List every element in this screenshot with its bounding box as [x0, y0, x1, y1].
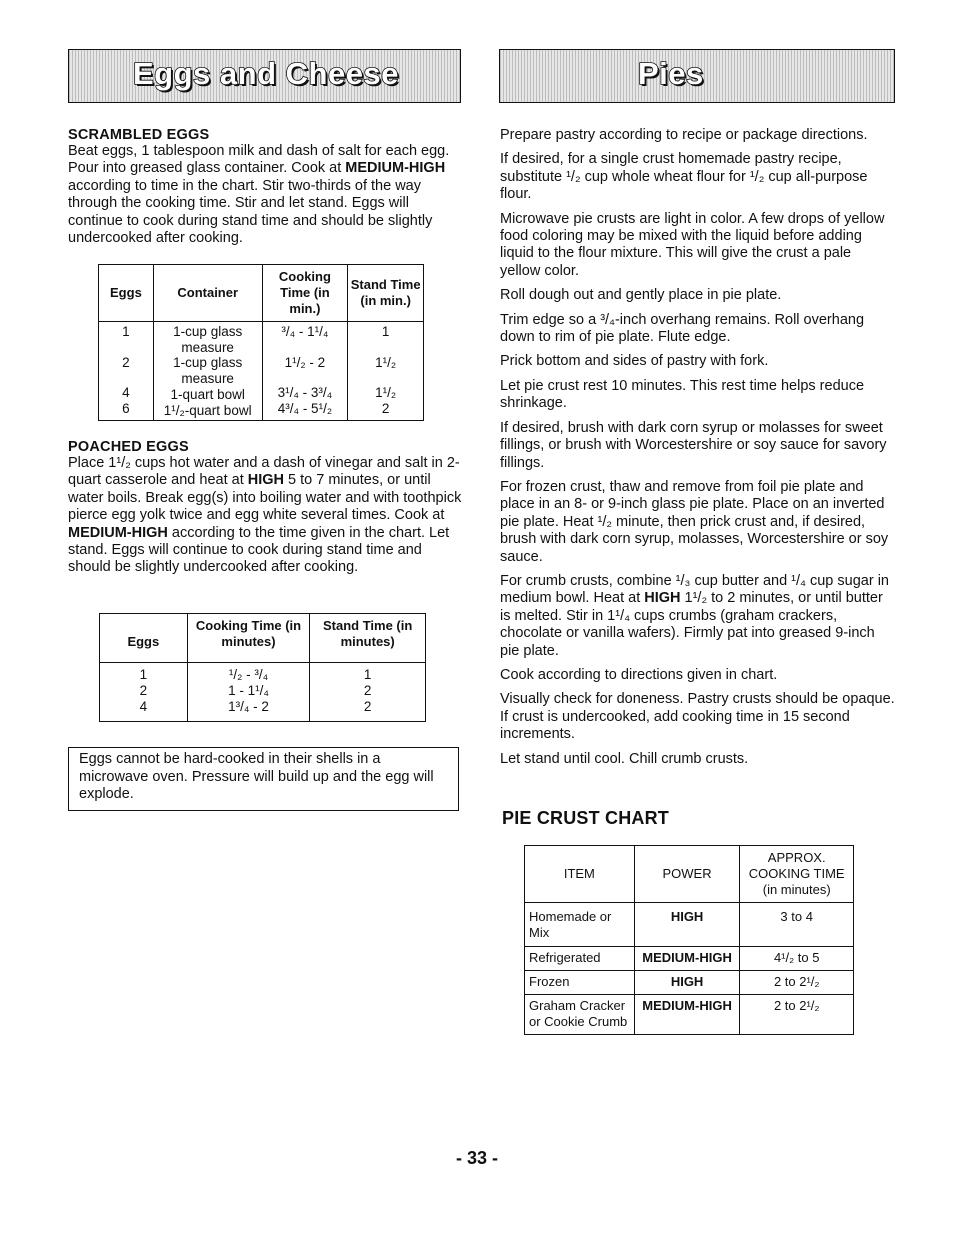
cell: 1 2 2	[310, 663, 426, 722]
pie-crust-table	[524, 845, 854, 1035]
cell: 3 to 4	[740, 903, 854, 947]
cell: ³/₄ - 1¹/₄	[281, 324, 329, 339]
pie-crust-chart-heading: PIE CRUST CHART	[502, 808, 670, 828]
paragraph: Trim edge so a ³/₄-inch overhang remains. Roll overhang down to rim of pie plate. Flute edge.	[500, 311, 865, 346]
column-header: Cooking Time (in min.)	[262, 265, 348, 322]
paragraph: Visually check for doneness. Pastry crusts should be opaque. If crust is undercooked, add cooking time in 15 second increments.	[500, 691, 895, 743]
poached-eggs-section	[68, 439, 462, 577]
paragraph: Let pie crust rest 10 minutes. This rest time helps reduce shrinkage.	[500, 377, 865, 412]
cell: 1¹/₂	[375, 385, 397, 401]
paragraph: Let stand until cool. Chill crumb crusts.	[500, 750, 749, 767]
table-header-row	[99, 265, 424, 322]
cell: 2	[122, 354, 130, 370]
poached-eggs-text: Place 1¹/₂ cups hot water and a dash of vinegar and salt in 2-quart casserole and heat at HIGH 5 to 7 minutes, or until water boils. Break egg(s) into boiling water and with toothpick pierce egg yolk twice and egg white several times. Cook at MEDIUM-HIGH according to the time given in the chart. Let stand. Eggs will continue to cook during stand time and should be slightly undercooked after cooking.	[68, 455, 462, 576]
paragraph: Roll dough out and gently place in pie plate.	[500, 287, 782, 304]
cell: HIGH	[634, 971, 740, 995]
scrambled-eggs-table	[98, 264, 424, 421]
section-title: Pies	[638, 56, 704, 91]
column-header: ITEM	[525, 846, 635, 903]
warning-note: Eggs cannot be hard-cooked in their shells in a microwave oven. Pressure will build up and the egg will explode.	[68, 747, 459, 811]
cell: 1¹/₂	[375, 354, 397, 370]
table-row	[525, 947, 854, 971]
paragraph: If desired, brush with dark corn syrup or molasses for sweet fillings, or brush with Worcestershire or soy sauce for savory fillings.	[500, 419, 887, 471]
column-header: POWER	[634, 846, 740, 903]
cell: 1¹/₂-quart bowl	[163, 402, 252, 418]
scrambled-eggs-section	[68, 127, 462, 247]
paragraph: For crumb crusts, combine ¹/₃ cup butter and ¹/₄ cup sugar in medium bowl. Heat at HIGH 1¹/₂ to 2 minutes, or until butter is melted. Stir in 1¹/₄ cups crumbs (graham crackers, chocolate or vanilla wafers). Firmly pat into greased 9-inch pie plate.	[500, 572, 889, 659]
paragraph: For frozen crust, thaw and remove from foil pie plate and place in an 8- or 9-inch glass pie plate. Place on an inverted pie plate. Heat ¹/₂ minute, then prick crust and, if desired, brush with dark corn syrup, molasses, Worcestershire or soy sauce.	[500, 478, 889, 565]
cell: Frozen	[525, 971, 635, 995]
column-header: Cooking Time (in minutes)	[187, 614, 310, 663]
cell: 1¹/₂ - 2	[284, 354, 326, 370]
scrambled-eggs-heading: SCRAMBLED EGGS	[68, 127, 210, 143]
section-title: Eggs and Cheese	[133, 56, 399, 91]
poached-eggs-heading: POACHED EGGS	[68, 439, 189, 455]
cell: 1-cup glass measure	[173, 324, 243, 355]
cell: 4¹/₂ to 5	[740, 947, 854, 971]
table-row	[99, 322, 424, 421]
column-header: Stand Time (in minutes)	[310, 614, 426, 663]
column-header: Eggs	[100, 614, 188, 663]
cell: 2 to 2¹/₂	[740, 971, 854, 995]
cell: 2	[381, 401, 390, 417]
section-banner-eggs-cheese	[68, 49, 461, 103]
paragraph: Microwave pie crusts are light in color. A few drops of yellow food coloring may be mixed with the liquid before adding liquid to the flour mixture. This will give the crust a pale yellow color.	[500, 210, 885, 279]
cell: 2 to 2¹/₂	[740, 995, 854, 1035]
paragraph: Prick bottom and sides of pastry with fork.	[500, 353, 769, 370]
pies-section	[500, 127, 895, 775]
cell: MEDIUM-HIGH	[634, 995, 740, 1035]
cell: 4	[122, 385, 130, 401]
cell: Homemade or Mix	[525, 903, 635, 947]
table-header-row	[525, 846, 854, 903]
cell: ¹/₂ - ³/₄ 1 - 1¹/₄ 1³/₄ - 2	[187, 663, 310, 722]
paragraph: If desired, for a single crust homemade pastry recipe, substitute ¹/₂ cup whole wheat flour for ¹/₂ cup all-purpose flour.	[500, 151, 868, 203]
page-number: - 33 -	[455, 1148, 498, 1168]
cell: 1-cup glass measure	[173, 355, 243, 387]
column-header: Eggs	[99, 265, 154, 322]
column-header: Container	[153, 265, 262, 322]
column-header: APPROX. COOKING TIME (in minutes)	[740, 846, 854, 903]
cell: 1-quart bowl	[170, 386, 245, 402]
cell: 4³/₄ - 5¹/₂	[277, 401, 333, 417]
scrambled-eggs-text: Beat eggs, 1 tablespoon milk and dash of salt for each egg. Pour into greased glass container. Cook at MEDIUM-HIGH according to time in the chart. Stir two-thirds of the way through the cooking time. Stir and let stand. Eggs will continue to cook during stand time and should be slightly undercooked after cooking.	[68, 143, 450, 247]
paragraph: Prepare pastry according to recipe or package directions.	[500, 127, 868, 143]
table-row	[525, 971, 854, 995]
section-banner-pies	[499, 49, 895, 103]
cell: Graham Cracker or Cookie Crumb	[525, 995, 635, 1035]
table-header-row	[100, 614, 426, 663]
cell: 3¹/₄ - 3³/₄	[277, 385, 333, 401]
table-row	[525, 995, 854, 1035]
cell: 1	[122, 324, 130, 339]
cell: 1 2 4	[100, 663, 188, 722]
cell: Refrigerated	[525, 947, 635, 971]
cell: 6	[122, 401, 130, 417]
cell: HIGH	[634, 903, 740, 947]
table-row	[100, 663, 426, 722]
paragraph: Cook according to directions given in chart.	[500, 666, 778, 683]
poached-eggs-table	[99, 613, 426, 722]
table-row	[525, 903, 854, 947]
cell: 1	[381, 324, 390, 339]
column-header: Stand Time (in min.)	[348, 265, 424, 322]
cell: MEDIUM-HIGH	[634, 947, 740, 971]
